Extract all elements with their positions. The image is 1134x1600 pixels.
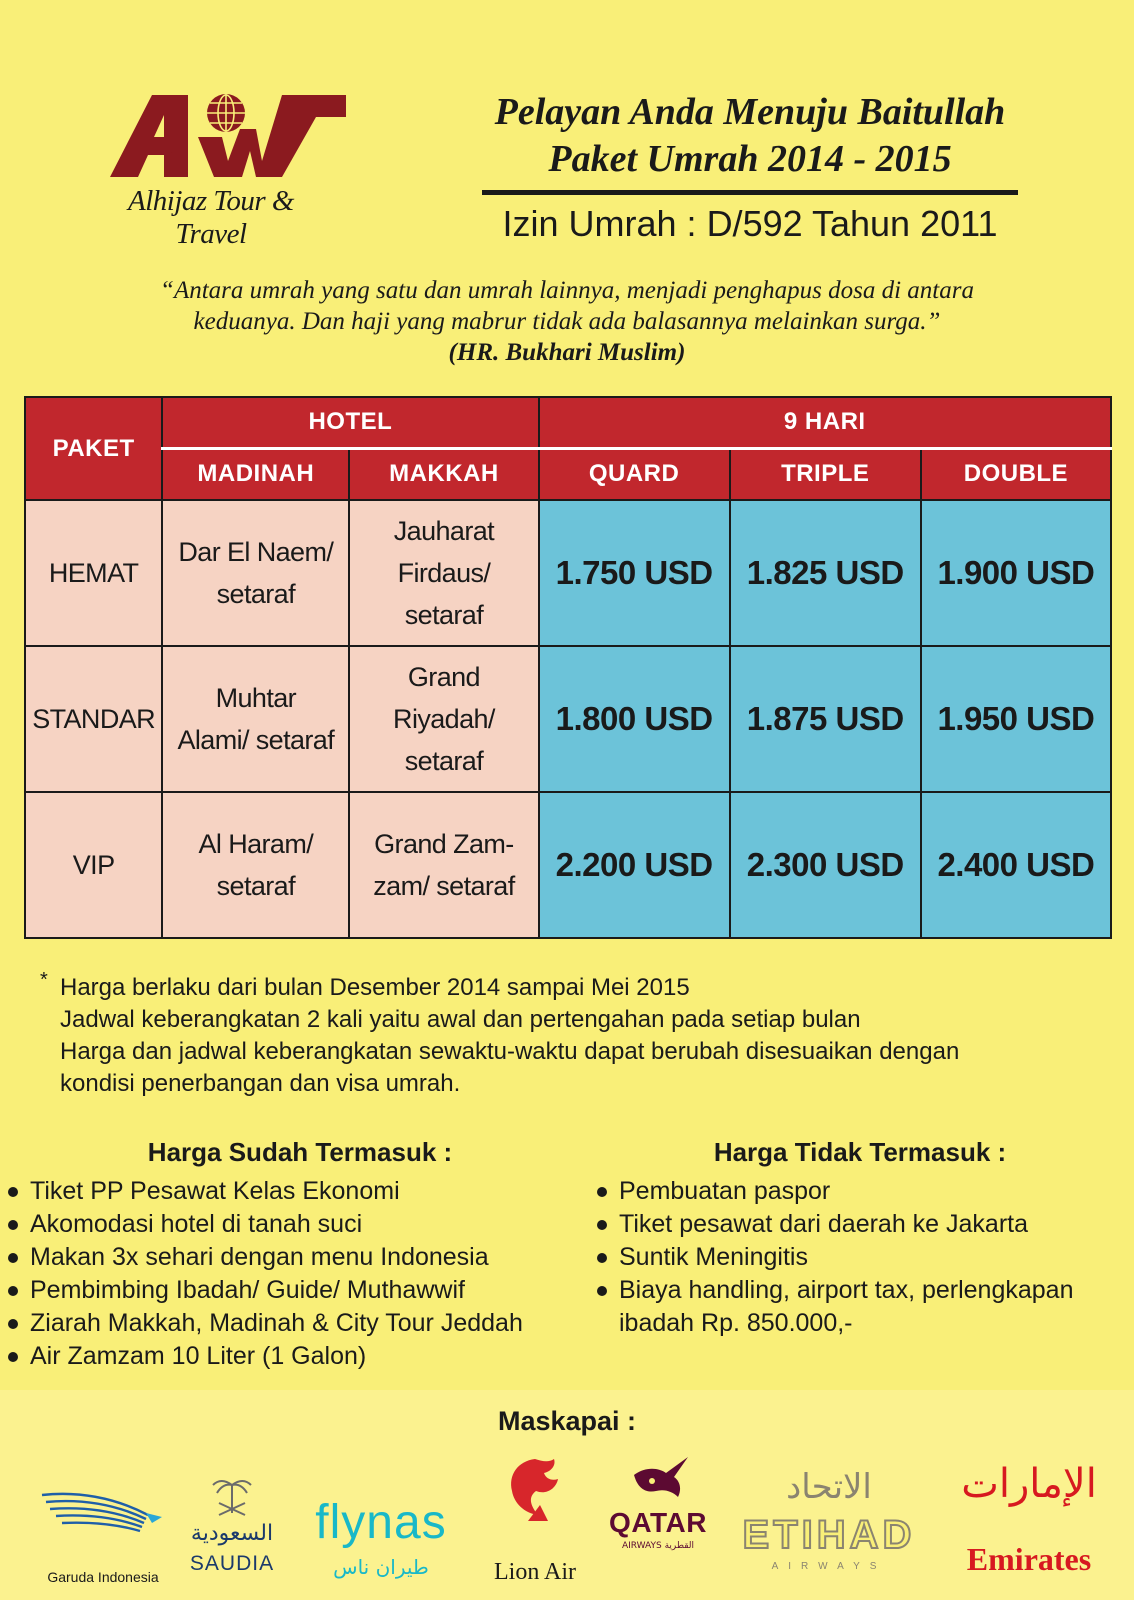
emirates-name: Emirates [966, 1541, 1092, 1577]
hotel-line: Dar El Naem/ [178, 537, 334, 567]
excluded-title: Harga Tidak Termasuk : [713, 1137, 1007, 1167]
quote-line-2: keduanya. Dan haji yang mabrur tidak ada balasannya melainkan surga.” [193, 308, 941, 335]
list-item: Akomodasi hotel di tanah suci [8, 1208, 588, 1241]
hotel-line: setaraf [404, 746, 484, 776]
header-title: Pelayan Anda Menuju Baitullah [494, 91, 1006, 133]
col-triple: TRIPLE [730, 448, 921, 500]
col-paket: PAKET [25, 397, 162, 500]
hotel-line: zam/ setaraf [373, 871, 515, 901]
hotel-line: Riyadah/ [393, 704, 495, 734]
qatar-sub: AIRWAYS القطرية [621, 1541, 695, 1551]
price-double: 1.900 USD [921, 500, 1111, 646]
price-triple: 2.300 USD [730, 792, 921, 938]
package-name: STANDAR [25, 646, 162, 792]
price-triple: 1.875 USD [730, 646, 921, 792]
note-line: kondisi penerbangan dan visa umrah. [60, 1070, 461, 1097]
note-line: Harga berlaku dari bulan Desember 2014 sampai Mei 2015 [60, 974, 690, 1001]
lionair-logo [480, 1455, 590, 1590]
price-table [24, 396, 1112, 939]
lionair-name: Lion Air [494, 1559, 576, 1585]
quote-line-1: “Antara umrah yang satu dan umrah lainnya, menjadi penghapus dosa di antara [160, 277, 974, 304]
aw-logo-mark [110, 89, 350, 184]
price-triple: 1.825 USD [730, 500, 921, 646]
hotel-line: setaraf [216, 579, 295, 609]
palm-icon [207, 1473, 257, 1519]
hadith-quote [60, 275, 1074, 368]
price-quard: 1.750 USD [539, 500, 730, 646]
quote-source: (HR. Bukhari Muslim) [448, 339, 686, 366]
price-double: 2.400 USD [921, 792, 1111, 938]
hotel-line: setaraf [404, 600, 484, 630]
brand-name: Alhijaz Tour & Travel [128, 185, 294, 250]
saudia-name: SAUDIA [189, 1552, 275, 1575]
col-double: DOUBLE [921, 448, 1111, 500]
flynas-logo [296, 1455, 466, 1590]
etihad-arabic: الاتحاد [786, 1467, 872, 1507]
table-row [25, 646, 1111, 792]
flynas-name: flynas [315, 1496, 447, 1549]
col-hotel: HOTEL [162, 397, 538, 448]
header-divider [482, 190, 1018, 195]
note-line: Harga dan jadwal keberangkatan sewaktu-waktu dapat berubah disesuaikan dengan [60, 1038, 960, 1065]
list-item: Ziarah Makkah, Madinah & City Tour Jeddah [8, 1307, 588, 1340]
list-item: Makan 3x sehari dengan menu Indonesia [8, 1241, 588, 1274]
flynas-arabic: طيران ناس [333, 1555, 429, 1579]
hotel-line: setaraf [216, 871, 295, 901]
table-row [25, 500, 1111, 646]
included-list [8, 1175, 588, 1373]
list-item: Pembuatan paspor [597, 1175, 1127, 1208]
makkah-hotel [349, 500, 538, 646]
list-item: Air Zamzam 10 Liter (1 Galon) [8, 1340, 588, 1373]
saudia-logo [182, 1455, 282, 1590]
hotel-line: Firdaus/ [397, 558, 491, 588]
hotel-line: Grand [407, 662, 480, 692]
hotel-line: Muhtar [215, 683, 297, 713]
madinah-hotel [162, 792, 349, 938]
etihad-logo [728, 1455, 930, 1590]
garuda-bird-icon [28, 1485, 178, 1545]
permit-number: Izin Umrah : D/592 Tahun 2011 [502, 203, 998, 244]
col-duration: 9 HARI [539, 397, 1112, 448]
price-quard: 2.200 USD [539, 792, 730, 938]
list-item: Pembimbing Ibadah/ Guide/ Muthawwif [8, 1274, 588, 1307]
emirates-arabic: الإمارات [961, 1461, 1097, 1507]
makkah-hotel [349, 646, 538, 792]
table-header-row [25, 397, 1111, 448]
note-line: Jadwal keberangkatan 2 kali yaitu awal dan pertengahan pada setiap bulan [60, 1006, 861, 1033]
saudia-arabic: السعودية [190, 1521, 274, 1546]
hotel-line: Jauharat [393, 516, 495, 546]
etihad-name: ETIHAD [742, 1513, 916, 1557]
garuda-logo [28, 1455, 178, 1590]
col-madinah: MADINAH [162, 448, 349, 500]
qatar-logo [600, 1455, 716, 1590]
hotel-line: Alami/ setaraf [177, 725, 335, 755]
price-notes [40, 969, 1100, 1100]
qatar-name: QATAR [609, 1507, 707, 1538]
excluded-list [597, 1175, 1127, 1340]
hotel-line: Al Haram/ [198, 829, 314, 859]
svg-text:AW: AW [171, 153, 173, 154]
included-title: Harga Sudah Termasuk : [147, 1137, 453, 1167]
madinah-hotel [162, 646, 349, 792]
list-item: Suntik Meningitis [597, 1241, 1127, 1274]
lion-icon [500, 1455, 570, 1525]
package-name: VIP [25, 792, 162, 938]
oryx-icon [626, 1455, 696, 1505]
emirates-logo [944, 1455, 1114, 1590]
makkah-hotel [349, 792, 538, 938]
list-item: Tiket PP Pesawat Kelas Ekonomi [8, 1175, 588, 1208]
etihad-sub: AIRWAYS [771, 1561, 887, 1572]
list-item: Biaya handling, airport tax, perlengkapan ibadah Rp. 850.000,- [597, 1274, 1127, 1340]
price-quard: 1.800 USD [539, 646, 730, 792]
brand-logo [96, 85, 366, 250]
col-makkah: MAKKAH [349, 448, 538, 500]
table-subheader-row [25, 448, 1111, 500]
madinah-hotel [162, 500, 349, 646]
package-name: HEMAT [25, 500, 162, 646]
airlines-title: Maskapai : [497, 1406, 637, 1436]
col-quard: QUARD [539, 448, 730, 500]
table-row [25, 792, 1111, 938]
hotel-line: Grand Zam- [374, 829, 514, 859]
price-double: 1.950 USD [921, 646, 1111, 792]
footnote-marker: * [40, 969, 48, 991]
header-subtitle: Paket Umrah 2014 - 2015 [548, 138, 952, 180]
garuda-name: Garuda Indonesia [47, 1569, 159, 1585]
list-item: Tiket pesawat dari daerah ke Jakarta [597, 1208, 1127, 1241]
